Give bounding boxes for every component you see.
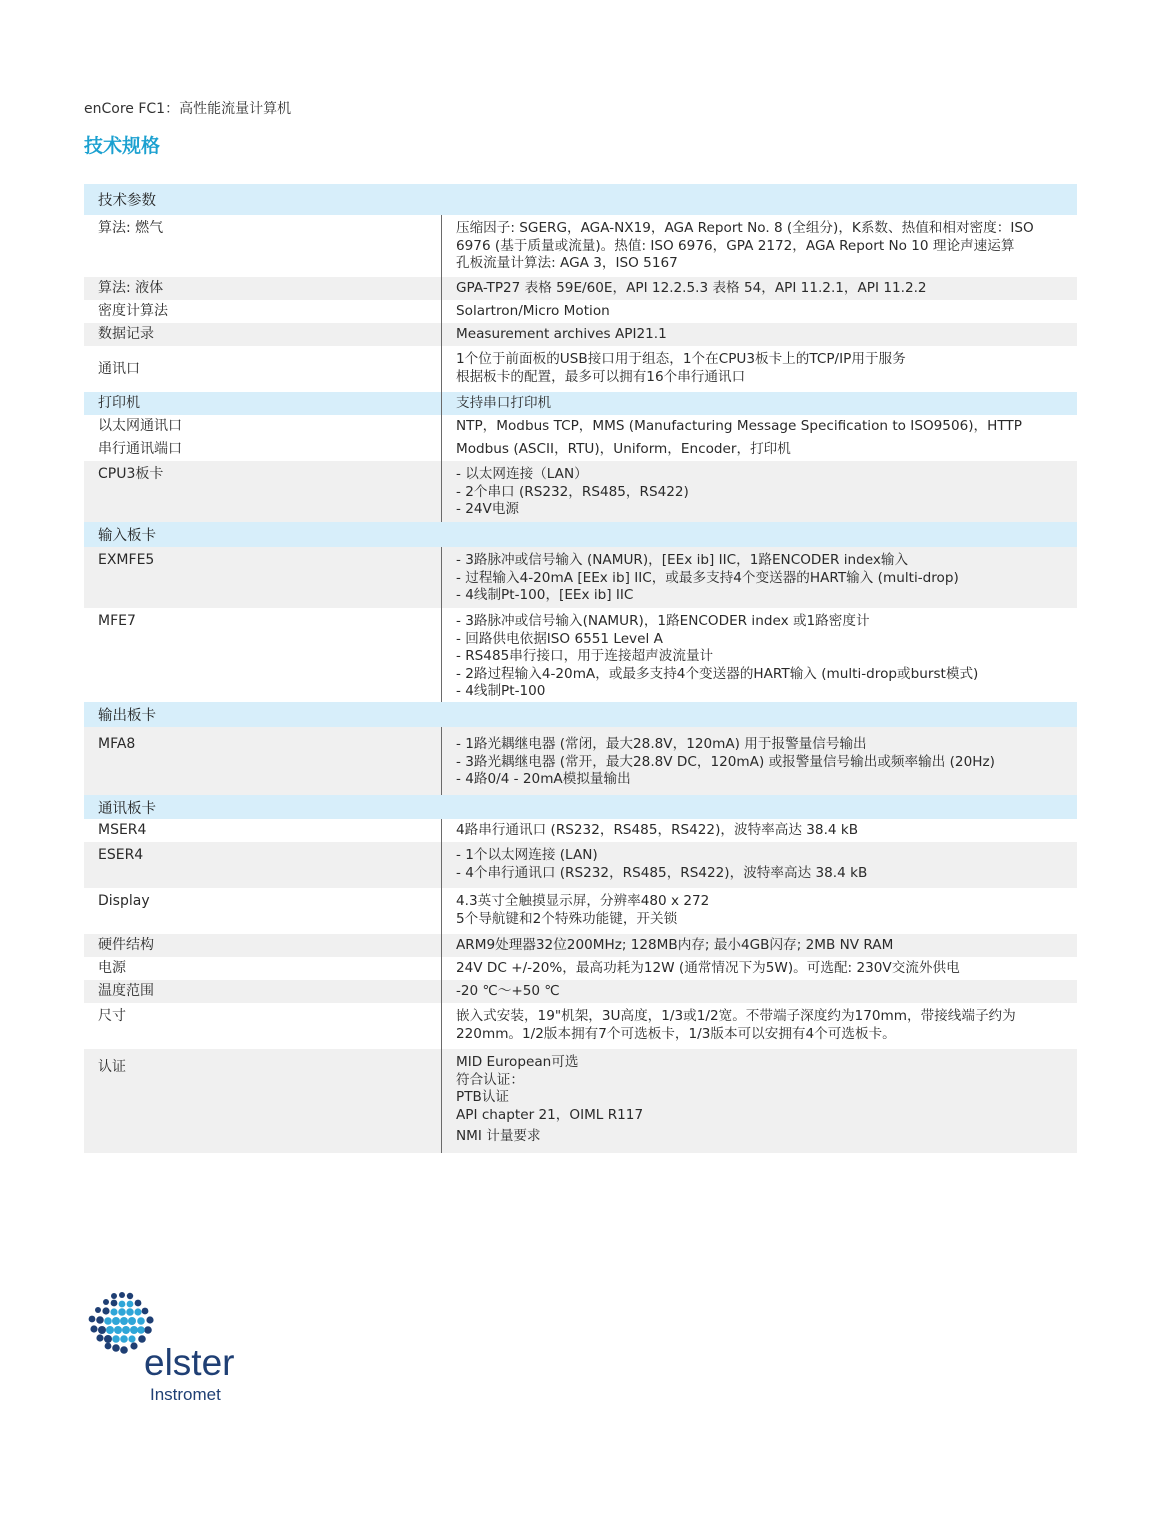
row-label: 硬件结构: [84, 934, 442, 957]
row-value: [442, 842, 1077, 888]
row-value: [442, 980, 1077, 1003]
value-line: NTP，Modbus TCP，MMS (Manufacturing Message Specification to ISO9506)，HTTP: [456, 418, 1022, 434]
section-title: 输入板卡: [98, 528, 156, 544]
value-line: - 4线制Pt-100，[EEx ib] IIC: [456, 587, 634, 603]
section-title: 输出板卡: [98, 708, 156, 724]
logo-wordmark: elster: [144, 1342, 235, 1383]
row-label: 打印机: [84, 392, 442, 415]
value-line: - 以太网连接（LAN）: [456, 466, 588, 482]
row-label: 通讯口: [84, 346, 442, 392]
row-label: 密度计算法: [84, 300, 442, 323]
table-row: [84, 392, 1077, 415]
value-line: - 4路0/4 - 20mA模拟量输出: [456, 771, 631, 787]
value-line: 根据板卡的配置，最多可以拥有16个串行通讯口: [456, 368, 746, 385]
table-row: [84, 461, 1077, 522]
row-value: [442, 1049, 1077, 1153]
row-value: [442, 323, 1077, 346]
table-row: [84, 1049, 1077, 1153]
row-label: 数据记录: [84, 323, 442, 346]
value-line: - 回路供电依据ISO 6551 Level A: [456, 630, 663, 647]
section-header: [84, 522, 1077, 547]
value-line: - 2路过程输入4-20mA，或最多支持4个变送器的HART输入 (multi-drop或burst模式): [456, 665, 979, 682]
page-title: 技术规格: [84, 135, 161, 157]
table-row: [84, 957, 1077, 980]
value-line: Measurement archives API21.1: [456, 326, 667, 342]
section-header: [84, 795, 1077, 819]
value-line: - 3路光耦继电器 (常开，最大28.8V DC，120mA) 或报警量信号输出或频率输出 (20Hz): [456, 753, 995, 770]
value-line: 4.3英寸全触摸显示屏，分辨率480 x 272: [456, 893, 710, 909]
section-title: 技术参数: [98, 193, 156, 209]
row-value: [442, 392, 1077, 415]
table-row: [84, 323, 1077, 346]
value-line: GPA-TP27 表格 59E/60E，API 12.2.5.3 表格 54，API 11.2.1，API 11.2.2: [456, 280, 927, 296]
table-row: [84, 608, 1077, 702]
value-line: 1个位于前面板的USB接口用于组态，1个在CPU3板卡上的TCP/IP用于服务: [456, 351, 906, 367]
row-value: [442, 461, 1077, 522]
row-label: 电源: [84, 957, 442, 980]
table-row: [84, 547, 1077, 608]
table-row: [84, 277, 1077, 300]
value-line: 孔板流量计算法: AGA 3，ISO 5167: [456, 255, 678, 271]
company-logo: [84, 1288, 264, 1408]
value-line: - 1个以太网连接 (LAN): [456, 847, 598, 863]
section-header: [84, 702, 1077, 727]
value-line: 符合认证：: [456, 1071, 524, 1088]
row-value: [442, 727, 1077, 795]
value-line: - 3路脉冲或信号输入 (NAMUR)，[EEx ib] IIC，1路ENCODER index输入: [456, 552, 909, 568]
value-line: ARM9处理器32位200MHz; 128MB内存; 最小4GB闪存; 2MB NV RAM: [456, 937, 894, 953]
table-row: [84, 415, 1077, 438]
value-line: 24V DC +/-20%，最高功耗为12W (通常情况下为5W)。可选配: 230V交流外供电: [456, 960, 960, 976]
table-row: [84, 934, 1077, 957]
value-line: - 2个串口 (RS232，RS485，RS422): [456, 483, 689, 500]
row-value: [442, 277, 1077, 300]
document-header: enCore FC1：高性能流量计算机: [84, 101, 292, 117]
row-value: [442, 215, 1077, 277]
table-row: [84, 842, 1077, 888]
row-label: 温度范围: [84, 980, 442, 1003]
value-line: NMI 计量要求: [456, 1128, 541, 1144]
value-line: -20 ℃～+50 ℃: [456, 983, 560, 999]
value-line: - 1路光耦继电器 (常闭，最大28.8V，120mA) 用于报警量信号输出: [456, 736, 867, 752]
row-label: ESER4: [84, 842, 442, 888]
value-line: PTB认证: [456, 1089, 510, 1105]
row-label: CPU3板卡: [84, 461, 442, 522]
table-row: [84, 346, 1077, 392]
row-label: Display: [84, 888, 442, 934]
value-line: Modbus (ASCII，RTU)，Uniform，Encoder，打印机: [456, 441, 791, 457]
table-row: [84, 438, 1077, 461]
value-line: - 4线制Pt-100: [456, 683, 546, 699]
row-label: MFE7: [84, 608, 442, 702]
value-line: Solartron/Micro Motion: [456, 303, 610, 319]
section-title: 通讯板卡: [98, 800, 156, 817]
row-label: MSER4: [84, 819, 442, 842]
table-row: [84, 1003, 1077, 1049]
value-line: API chapter 21，OIML R117: [456, 1106, 644, 1123]
row-value: [442, 1003, 1077, 1049]
row-label: 算法: 液体: [84, 277, 442, 300]
value-line: 嵌入式安装，19"机架，3U高度，1/3或1/2宽。不带端子深度约为170mm，带接线端子约为220mm。1/2版本拥有7个可选板卡，1/3版本可以安拥有4个可选板卡。: [456, 1008, 1016, 1042]
table-row: [84, 888, 1077, 934]
row-label: MFA8: [84, 727, 442, 795]
row-label: EXMFE5: [84, 547, 442, 608]
section-header: [84, 184, 1077, 215]
spec-table: [84, 184, 1077, 1153]
table-row: [84, 980, 1077, 1003]
value-line: - 3路脉冲或信号输入(NAMUR)，1路ENCODER index 或1路密度计: [456, 613, 870, 629]
table-row: [84, 300, 1077, 323]
value-line: - 4个串行通讯口 (RS232，RS485，RS422)，波特率高达 38.4 kB: [456, 864, 868, 881]
row-value: [442, 346, 1077, 392]
row-value: [442, 819, 1077, 842]
row-value: [442, 957, 1077, 980]
table-row: [84, 215, 1077, 277]
value-line: 5个导航键和2个特殊功能键，开关锁: [456, 910, 678, 927]
row-label: 以太网通讯口: [84, 415, 442, 438]
row-value: [442, 608, 1077, 702]
row-value: [442, 438, 1077, 461]
table-row: [84, 819, 1077, 842]
row-label: 算法: 燃气: [84, 215, 442, 277]
row-value: [442, 888, 1077, 934]
row-value: [442, 300, 1077, 323]
logo-subtitle: Instromet: [150, 1385, 221, 1404]
row-value: [442, 547, 1077, 608]
value-line: 4路串行通讯口 (RS232，RS485，RS422)，波特率高达 38.4 kB: [456, 822, 859, 838]
row-label: 串行通讯端口: [84, 438, 442, 461]
value-line: - 过程输入4-20mA [EEx ib] IIC，或最多支持4个变送器的HART输入 (multi-drop): [456, 569, 959, 586]
value-line: 支持串口打印机: [456, 395, 552, 411]
value-line: - RS485串行接口，用于连接超声波流量计: [456, 648, 714, 664]
row-label: 认证: [84, 1049, 442, 1153]
value-line: - 24V电源: [456, 501, 520, 517]
row-value: [442, 934, 1077, 957]
value-line: MID European可选: [456, 1054, 579, 1070]
row-value: [442, 415, 1077, 438]
row-label: 尺寸: [84, 1003, 442, 1049]
value-line: 压缩因子: SGERG，AGA-NX19，AGA Report No. 8 (全组分)，K系数、热值和相对密度：ISO 6976 (基于质量或流量)。热值: ISO 6976，GPA 2172，AGA Report No 10 理论声速运算: [456, 220, 1034, 254]
table-row: [84, 727, 1077, 795]
